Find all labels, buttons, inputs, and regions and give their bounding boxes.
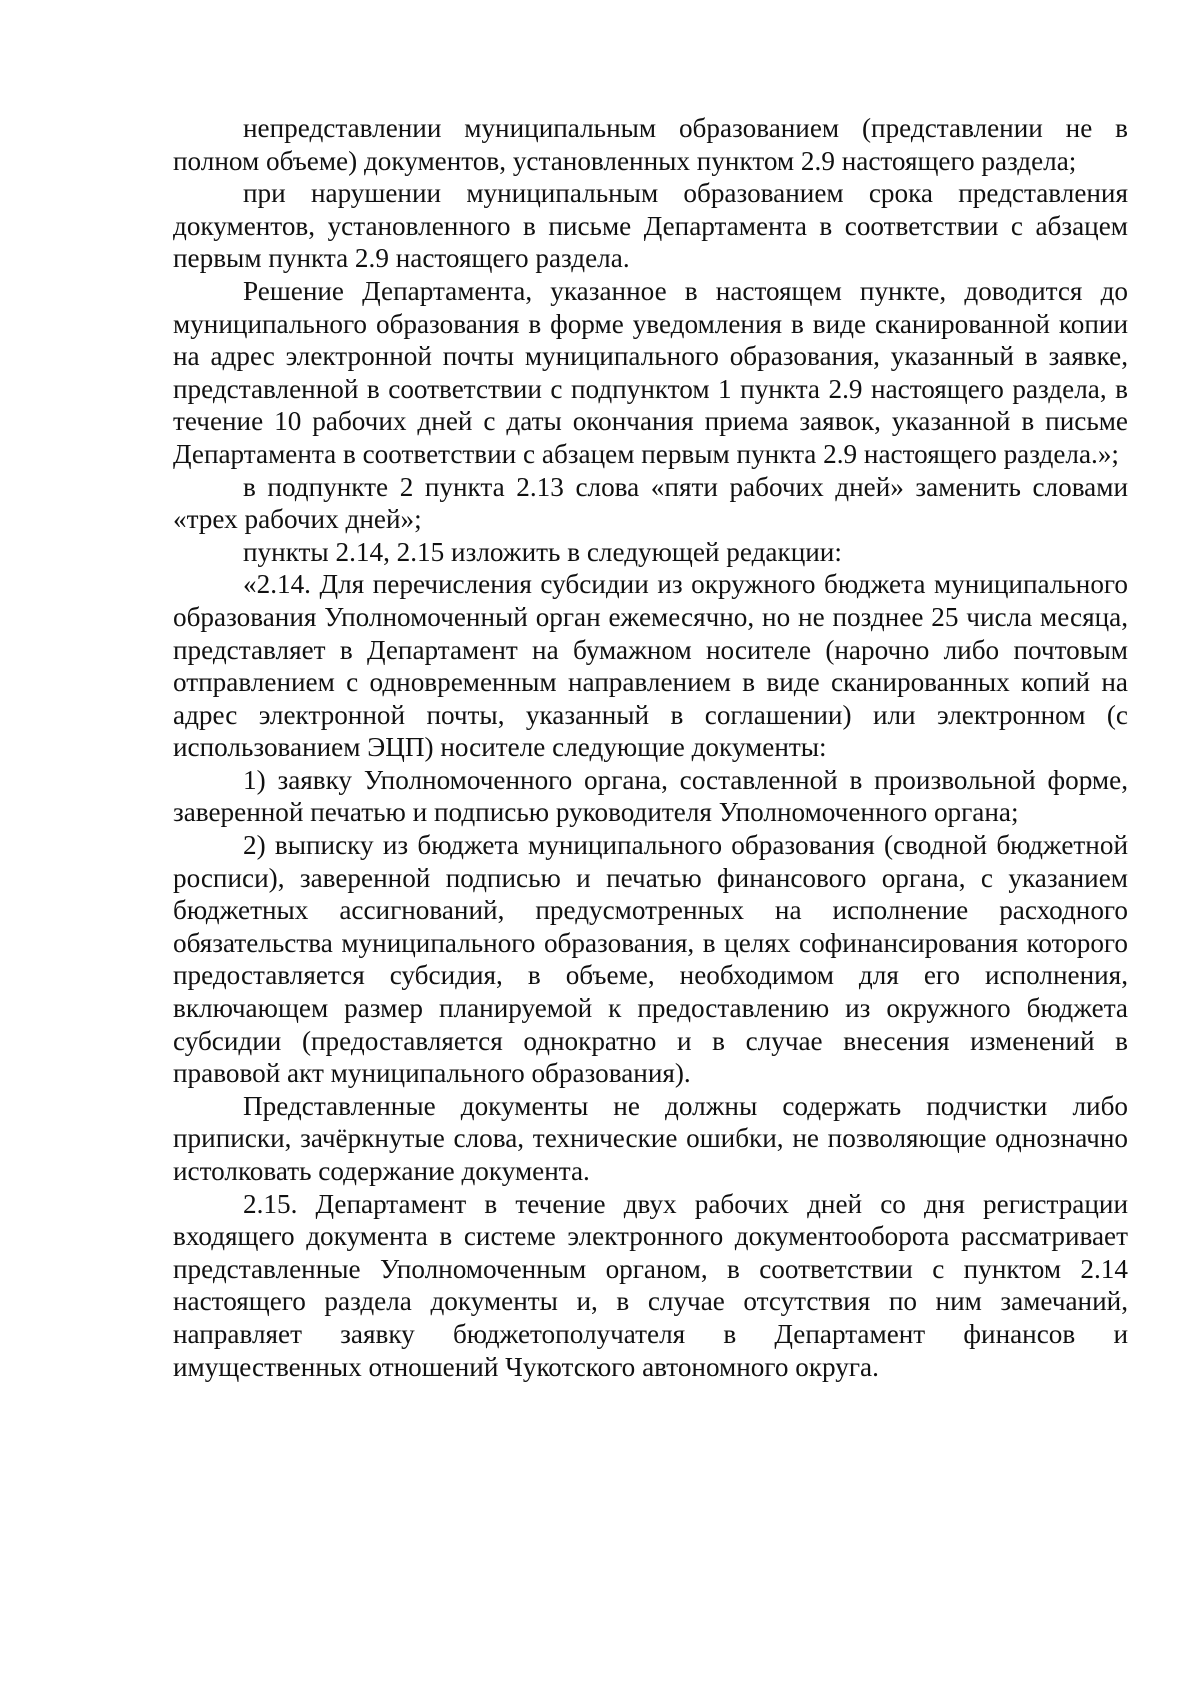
paragraph-nonsubmission: непредставлении муниципальным образованием (представлении не в полном объеме) документов, установленных пунктом 2.9 настоящего раздела; bbox=[173, 113, 1128, 176]
list-item-2-budget-extract: 2) выписку из бюджета муниципального образования (сводной бюджетной росписи), заверенной подписью и печатью финансового органа, с указанием бюджетных ассигнований, предусмотренных на исполнение расходного обязательства муниципального образования, в целях софинансирования которого предоставляется субсидия, в объеме, необходимом для его исполнения, включающем размер планируемой к предоставлению из окружного бюджета субсидии (предоставляется однократно и в случае внесения изменений в правовой акт муниципального образования). bbox=[173, 830, 1128, 1089]
paragraph-2-15: 2.15. Департамент в течение двух рабочих дней со дня регистрации входящего документа в системе электронного документооборота рассматривает представленные Уполномоченным органом, в соответствии с пунктом 2.14 настоящего раздела документы и, в случае отсутствия по ним замечаний, направляет заявку бюджетополучателя в Департамент финансов и имущественных отношений Чукотского автономного округа. bbox=[173, 1188, 1128, 1382]
paragraph-department-decision: Решение Департамента, указанное в настоящем пункте, доводится до муниципального образования в форме уведомления в виде сканированной копии на адрес электронной почты муниципального образования, указанный в заявке, представленной в соответствии с подпунктом 1 пункта 2.9 настоящего раздела, в течение 10 рабочих дней с даты окончания приема заявок, указанной в письме Департамента в соответствии с абзацем первым пункта 2.9 настоящего раздела.»; bbox=[173, 275, 1128, 469]
paragraph-points-2-14-2-15: пункты 2.14, 2.15 изложить в следующей редакции: bbox=[243, 536, 842, 567]
paragraph-subparagraph-2-13: в подпункте 2 пункта 2.13 слова «пяти рабочих дней» заменить словами «трех рабочих дней»; bbox=[173, 471, 1128, 535]
paragraph-deadline-violation: при нарушении муниципальным образованием срока представления документов, установленного в письме Департамента в соответствии с абзацем первым пункта 2.9 настоящего раздела. bbox=[173, 178, 1128, 274]
paragraph-2-14: «2.14. Для перечисления субсидии из окружного бюджета муниципального образования Уполномоченный орган ежемесячно, но не позднее 25 числа месяца, представляет в Департамент на бумажном носителе (нарочно либо почтовым отправлением с одновременным направлением в виде сканированных копий на адрес электронной почты, указанный в соглашении) или электронном (с использованием ЭЦП) носителе следующие документы: bbox=[173, 569, 1128, 763]
document-page bbox=[173, 112, 1128, 1383]
list-item-1-application: 1) заявку Уполномоченного органа, составленной в произвольной форме, заверенной печатью и подписью руководителя Уполномоченного органа; bbox=[173, 764, 1128, 828]
paragraph-document-requirements: Представленные документы не должны содержать подчистки либо приписки, зачёркнутые слова, технические ошибки, не позволяющие однозначно истолковать содержание документа. bbox=[173, 1090, 1128, 1186]
